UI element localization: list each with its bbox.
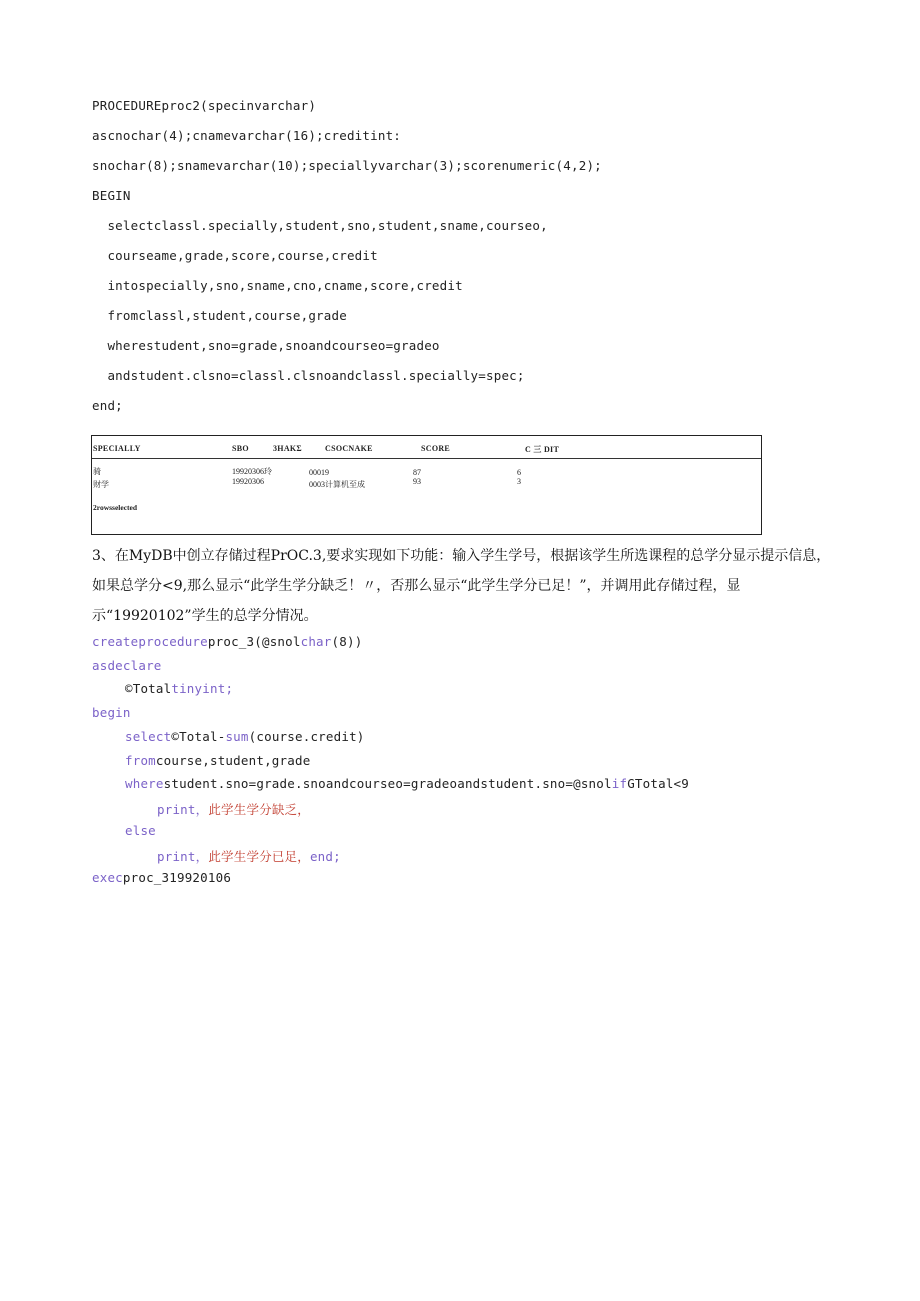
keyword: exec: [92, 870, 123, 885]
table-cell: 19920306玲: [232, 467, 272, 476]
header-sname: 3HAKΣ: [273, 444, 302, 453]
code-line: selectclassl.specially,student,sno,student,sname,courseo,: [92, 218, 548, 233]
query-result-table: [91, 435, 762, 535]
code-text: proc_319920106: [122, 870, 232, 885]
task3-paragraph: 3、在MyDB中创立存储过程PrOC.3,要求实现如下功能：输入学生学号，根据该学生所选课程的总学分显示提示信息，如果总学分<9,那么显示“此学生学分缺乏！〃，否那么显示“此学生学分已足！”，并调用此存储过程，显示“19920102”学生的总学分情况。: [92, 548, 831, 624]
code-text: (course.credit): [248, 729, 365, 744]
code-line: [157, 847, 341, 865]
string-literal: 此学生学分缺乏，: [208, 802, 310, 817]
table-cell: 00019: [309, 468, 329, 477]
code-line: [125, 823, 156, 838]
keyword: tinyint;: [171, 681, 234, 696]
table-cell: 3: [517, 477, 521, 486]
table-cell: 87: [413, 468, 421, 477]
string-literal: 此学生学分已足，: [208, 849, 310, 864]
keyword: if: [611, 776, 628, 791]
code-line: andstudent.clsno=classl.clsnoandclassl.specially=spec;: [92, 368, 525, 383]
code-text: ©Total: [125, 681, 172, 696]
code-line: [125, 753, 310, 768]
keyword: begin: [92, 705, 131, 720]
header-sno: SBO: [232, 444, 249, 453]
code-line: [125, 681, 233, 696]
table-cell: 6: [517, 468, 521, 477]
keyword: char: [300, 634, 332, 649]
table-cell: 财学: [93, 480, 109, 489]
rows-selected-count: 2rowsselected: [93, 503, 138, 512]
table-cell: 93: [413, 477, 421, 486]
header-score: SCORE: [421, 444, 451, 453]
keyword: select: [125, 729, 172, 744]
code-line: [157, 800, 310, 818]
code-line: wherestudent,sno=grade,snoandcourseo=gradeo: [92, 338, 440, 353]
code-line: [92, 634, 362, 649]
header-cname: CSOCNAKE: [325, 444, 373, 453]
code-line: end;: [92, 398, 123, 413]
header-divider: [92, 458, 761, 459]
header-specially: SPECIALLY: [93, 444, 141, 453]
code-line: intospecially,sno,sname,cno,cname,score,credit: [92, 278, 463, 293]
keyword: sum: [225, 729, 249, 744]
keyword: asdeclare: [92, 658, 162, 673]
code-text: proc_3(@snol: [207, 634, 301, 649]
keyword: where: [125, 776, 164, 791]
header-credit: C 三 DIT: [525, 445, 560, 454]
keyword: print，: [157, 849, 209, 864]
code-text: course,student,grade: [155, 753, 311, 768]
code-line: fromclassl,student,course,grade: [92, 308, 347, 323]
table-cell: 骑: [93, 467, 101, 476]
code-line: ascnochar(4);cnamevarchar(16);creditint:: [92, 128, 402, 143]
code-line: snochar(8);snamevarchar(10);speciallyvarchar(3);scorenumeric(4,2);: [92, 158, 602, 173]
code-line: [125, 729, 365, 744]
code-text: GTotal<9: [627, 776, 689, 791]
code-line: [125, 776, 689, 791]
code-line: PROCEDUREproc2(specinvarchar): [92, 98, 317, 113]
code-text: ©Total-: [171, 729, 226, 744]
code-line: [92, 658, 162, 673]
keyword: end;: [309, 849, 341, 864]
code-line: courseame,grade,score,course,credit: [92, 248, 378, 263]
code-line: [92, 870, 231, 885]
code-text: student.sno=grade.snoandcourseo=gradeoandstudent.sno=@snol: [163, 776, 612, 791]
keyword: else: [125, 823, 156, 838]
code-text: (8)): [331, 634, 363, 649]
code-line: BEGIN: [92, 188, 131, 203]
code-line: [92, 705, 131, 720]
keyword: from: [125, 753, 156, 768]
table-cell: 19920306: [232, 477, 264, 486]
keyword: print，: [157, 802, 209, 817]
keyword: createprocedure: [92, 634, 208, 649]
table-cell: 0003计算机至成: [309, 480, 365, 489]
